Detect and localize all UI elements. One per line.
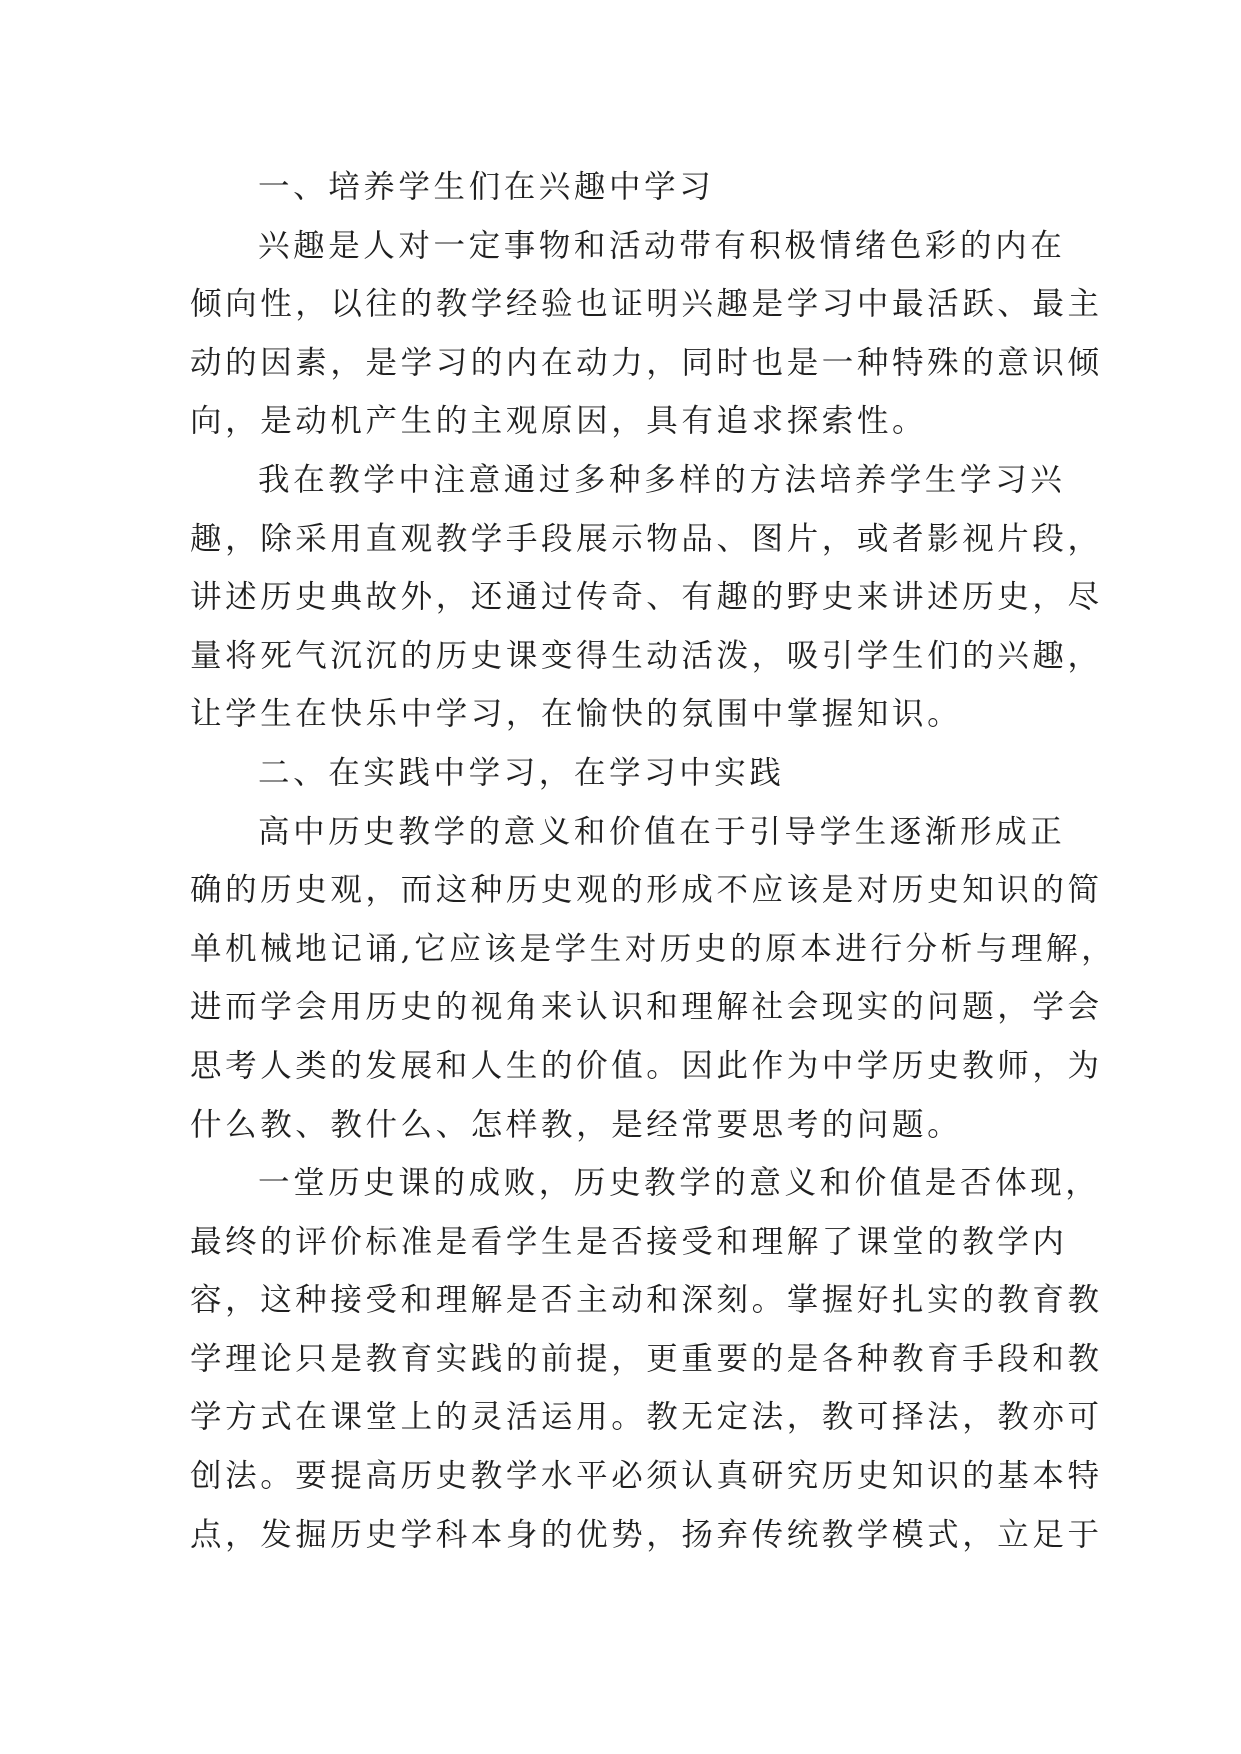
paragraph-line: 单机械地记诵,它应该是学生对历史的原本进行分析与理解， — [190, 930, 1117, 967]
paragraph-teaching-methods — [190, 451, 1103, 744]
paragraph-line: 趣，除采用直观教学手段展示物品、图片，或者影视片段， — [190, 520, 1103, 557]
paragraph-line: 高中历史教学的意义和价值在于引导学生逐渐形成正 — [258, 813, 1066, 850]
paragraph-line: 最终的评价标准是看学生是否接受和理解了课堂的教学内 — [190, 1223, 1068, 1260]
paragraph-line: 点，发掘历史学科本身的优势，扬弃传统教学模式，立足于 — [190, 1516, 1103, 1553]
paragraph-line: 创法。要提高历史教学水平必须认真研究历史知识的基本特 — [190, 1458, 1103, 1495]
paragraph-line: 我在教学中注意通过多种多样的方法培养学生学习兴 — [258, 461, 1066, 498]
paragraph-interest-definition — [190, 217, 1103, 451]
paragraph-line: 向，是动机产生的主观原因，具有追求探索性。 — [190, 403, 928, 440]
paragraph-line: 一堂历史课的成败，历史教学的意义和价值是否体现， — [258, 1165, 1101, 1202]
paragraph-line: 学理论只是教育实践的前提，更重要的是各种教育手段和教 — [190, 1340, 1103, 1377]
paragraph-line: 进而学会用历史的视角来认识和理解社会现实的问题，学会 — [190, 989, 1103, 1026]
paragraph-line: 倾向性，以往的教学经验也证明兴趣是学习中最活跃、最主 — [190, 286, 1103, 323]
paragraph-line: 确的历史观，而这种历史观的形成不应该是对历史知识的简 — [190, 872, 1103, 909]
section-heading-1: 一、培养学生们在兴趣中学习 — [258, 169, 715, 205]
paragraph-line: 什么教、教什么、怎样教，是经常要思考的问题。 — [190, 1106, 963, 1143]
paragraph-lesson-evaluation — [190, 1154, 1103, 1564]
paragraph-line: 兴趣是人对一定事物和活动带有积极情绪色彩的内在 — [258, 227, 1066, 264]
paragraph-line: 容，这种接受和理解是否主动和深刻。掌握好扎实的教育教 — [190, 1282, 1103, 1319]
paragraph-line: 讲述历史典故外，还通过传奇、有趣的野史来讲述历史，尽 — [190, 579, 1103, 616]
paragraph-history-teaching-value — [190, 803, 1117, 1155]
paragraph-line: 思考人类的发展和人生的价值。因此作为中学历史教师，为 — [190, 1047, 1103, 1084]
document-body — [190, 158, 1117, 1564]
section-heading-2: 二、在实践中学习，在学习中实践 — [258, 754, 785, 791]
paragraph-line: 让学生在快乐中学习，在愉快的氛围中掌握知识。 — [190, 696, 963, 733]
paragraph-line: 量将死气沉沉的历史课变得生动活泼，吸引学生们的兴趣， — [190, 637, 1103, 674]
paragraph-line: 动的因素，是学习的内在动力，同时也是一种特殊的意识倾 — [190, 344, 1103, 381]
paragraph-line: 学方式在课堂上的灵活运用。教无定法，教可择法，教亦可 — [190, 1399, 1103, 1436]
